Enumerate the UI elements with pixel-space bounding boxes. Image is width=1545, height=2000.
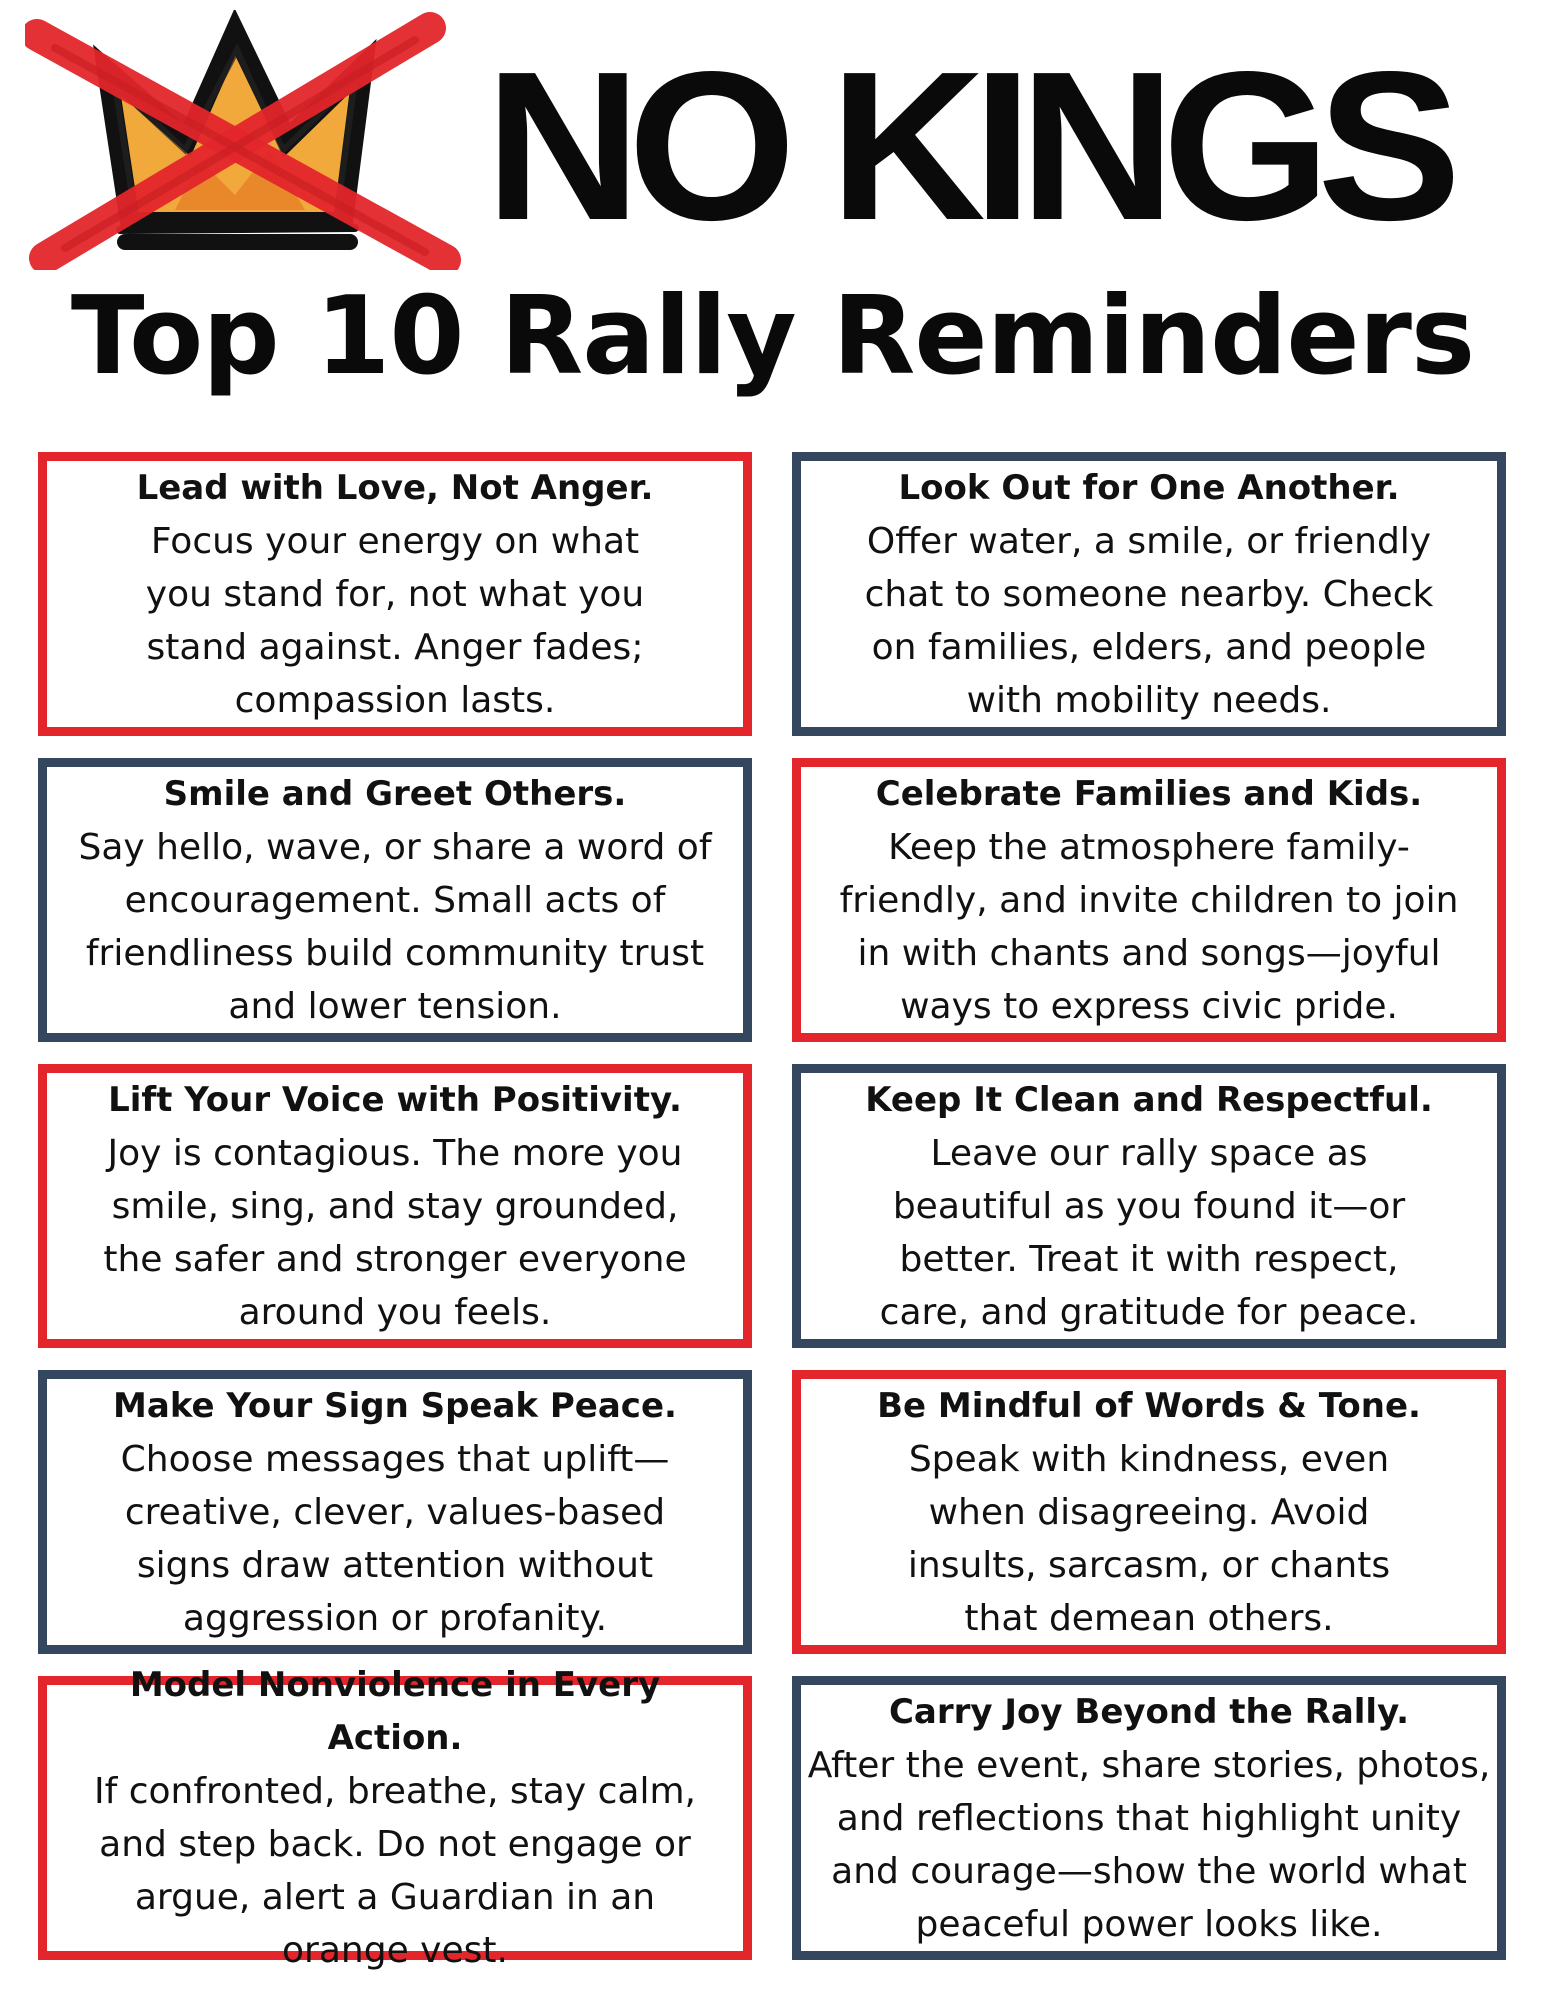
reminder-title: Be Mindful of Words & Tone. (877, 1385, 1421, 1426)
reminder-card (792, 1064, 1506, 1348)
reminder-title: Model Nonviolence in Every Action. (129, 1665, 661, 1758)
reminder-card (38, 452, 752, 736)
page-header (0, 0, 1545, 430)
reminder-title: Lift Your Voice with Positivity. (108, 1079, 682, 1120)
brand-title: NO KINGS (485, 27, 1449, 264)
reminder-card (792, 1370, 1506, 1654)
reminder-title: Lead with Love, Not Anger. (136, 467, 654, 508)
reminder-body: Focus your energy on what you stand for, not what you stand against. Anger fades; compassion lasts. (145, 520, 645, 721)
reminder-body: If confronted, breathe, stay calm, and step back. Do not engage or argue, alert a Guardian in an orange vest. (94, 1771, 696, 1971)
reminder-body: Speak with kindness, even when disagreeing. Avoid insults, sarcasm, or chants that demean others. (907, 1438, 1391, 1639)
reminder-body: Keep the atmosphere family-friendly, and invite children to join in with chants and songs—joyful ways to express civic pride. (839, 826, 1459, 1027)
reminder-title: Celebrate Families and Kids. (875, 773, 1423, 814)
reminder-body: Leave our rally space as beautiful as you found it—or better. Treat it with respect, care, and gratitude for peace. (879, 1132, 1419, 1333)
crossed-out-crown-icon (25, 10, 465, 270)
reminder-card (38, 1665, 752, 1971)
reminder-title: Smile and Greet Others. (163, 773, 627, 814)
reminders-grid (38, 452, 1506, 1971)
reminder-body: Say hello, wave, or share a word of encouragement. Small acts of friendliness build community trust and lower tension. (78, 826, 712, 1027)
reminder-card (38, 1064, 752, 1348)
reminder-card (38, 1370, 752, 1654)
reminder-card (792, 452, 1506, 736)
reminder-card (792, 1676, 1506, 1960)
reminder-card (792, 758, 1506, 1042)
reminder-body: Joy is contagious. The more you smile, sing, and stay grounded, the safer and stronger everyone around you feels. (103, 1132, 687, 1333)
reminder-title: Look Out for One Another. (898, 467, 1400, 508)
reminder-body: Offer water, a smile, or friendly chat to someone nearby. Check on families, elders, and people with mobility needs. (864, 520, 1434, 721)
reminder-body: After the event, share stories, photos, and reflections that highlight unity and courage—show the world what peaceful power looks like. (807, 1744, 1491, 1945)
reminder-title: Carry Joy Beyond the Rally. (888, 1691, 1410, 1732)
reminder-card (38, 758, 752, 1042)
reminder-title: Keep It Clean and Respectful. (865, 1079, 1433, 1120)
reminder-title: Make Your Sign Speak Peace. (113, 1385, 677, 1426)
reminder-body: Choose messages that uplift—creative, clever, values-based signs draw attention without aggression or profanity. (120, 1438, 670, 1639)
page-title: Top 10 Rally Reminders (70, 274, 1475, 399)
